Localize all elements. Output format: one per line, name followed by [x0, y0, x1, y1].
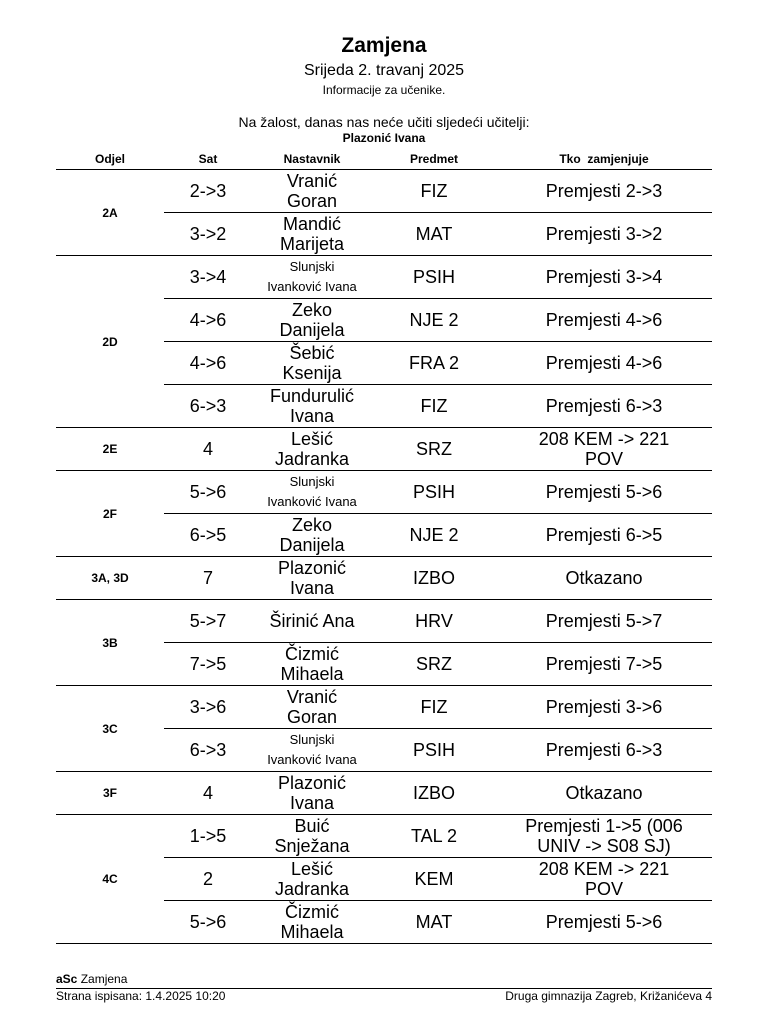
column-header-predmet: Predmet — [372, 148, 496, 170]
cell-tko-zamjenjuje: Premjesti 3->6 — [496, 686, 712, 729]
cell-nastavnik: Plazonić Ivana — [252, 772, 372, 815]
cell-sat: 5->6 — [164, 471, 252, 514]
table-body — [56, 170, 712, 944]
cell-nastavnik: Zeko Danijela — [252, 514, 372, 557]
cell-tko-zamjenjuje: Premjesti 6->3 — [496, 385, 712, 428]
footer-brand: aSc — [56, 972, 78, 986]
cell-sat: 2->3 — [164, 170, 252, 213]
absent-teacher-name: Plazonić Ivana — [342, 131, 426, 145]
cell-nastavnik: Fundurulić Ivana — [252, 385, 372, 428]
column-header-nastavnik: Nastavnik — [252, 148, 372, 170]
cell-tko-zamjenjuje: Otkazano — [496, 557, 712, 600]
table-header-row — [56, 148, 712, 170]
cell-tko-zamjenjuje: Premjesti 4->6 — [496, 342, 712, 385]
cell-nastavnik: Lešić Jadranka — [252, 428, 372, 471]
cell-tko-zamjenjuje: 208 KEM -> 221 POV — [496, 428, 712, 471]
cell-tko-zamjenjuje: Premjesti 5->6 — [496, 901, 712, 944]
cell-tko-zamjenjuje: Premjesti 7->5 — [496, 643, 712, 686]
cell-odjel: 3F — [56, 772, 164, 815]
cell-sat: 3->2 — [164, 213, 252, 256]
cell-tko-zamjenjuje: Premjesti 6->3 — [496, 729, 712, 772]
cell-nastavnik: Plazonić Ivana — [252, 557, 372, 600]
cell-predmet: SRZ — [372, 643, 496, 686]
cell-predmet: PSIH — [372, 729, 496, 772]
cell-sat: 6->5 — [164, 514, 252, 557]
cell-odjel: 2F — [56, 471, 164, 557]
footer-school-address: Druga gimnazija Zagreb, Križanićeva 4 — [505, 989, 712, 1003]
cell-predmet: PSIH — [372, 471, 496, 514]
cell-predmet: HRV — [372, 600, 496, 643]
cell-sat: 1->5 — [164, 815, 252, 858]
cell-nastavnik: Širinić Ana — [252, 600, 372, 643]
cell-predmet: IZBO — [372, 557, 496, 600]
cell-odjel: 3B — [56, 600, 164, 686]
footer-printed-date: Strana ispisana: 1.4.2025 10:20 — [56, 989, 226, 1003]
cell-sat: 6->3 — [164, 729, 252, 772]
cell-nastavnik: Vranić Goran — [252, 170, 372, 213]
cell-sat: 5->7 — [164, 600, 252, 643]
table-row — [56, 170, 712, 213]
cell-sat: 4 — [164, 772, 252, 815]
cell-predmet: FIZ — [372, 686, 496, 729]
substitution-table — [56, 148, 712, 944]
cell-odjel: 3A, 3D — [56, 557, 164, 600]
cell-predmet: FRA 2 — [372, 342, 496, 385]
cell-predmet: PSIH — [372, 256, 496, 299]
cell-tko-zamjenjuje: Premjesti 5->6 — [496, 471, 712, 514]
info-text: Informacije za učenike. — [322, 83, 446, 97]
cell-tko-zamjenjuje: Premjesti 2->3 — [496, 170, 712, 213]
cell-sat: 4->6 — [164, 299, 252, 342]
cell-tko-zamjenjuje: Otkazano — [496, 772, 712, 815]
table-row — [56, 772, 712, 815]
table-row — [56, 815, 712, 858]
cell-odjel: 2D — [56, 256, 164, 428]
table-row — [56, 256, 712, 299]
cell-nastavnik: Buić Snježana — [252, 815, 372, 858]
cell-predmet: MAT — [372, 901, 496, 944]
cell-tko-zamjenjuje: Premjesti 3->2 — [496, 213, 712, 256]
table-row — [56, 428, 712, 471]
cell-predmet: TAL 2 — [372, 815, 496, 858]
cell-predmet: NJE 2 — [372, 299, 496, 342]
cell-odjel: 3C — [56, 686, 164, 772]
cell-sat: 3->4 — [164, 256, 252, 299]
column-header-tko-zamjenjuje: Tko zamjenjuje — [496, 148, 712, 170]
cell-sat: 5->6 — [164, 901, 252, 944]
document-title: Zamjena — [341, 34, 427, 57]
absent-teachers-label: Na žalost, danas nas neće učiti sljedeći učitelji: — [238, 114, 530, 130]
cell-sat: 4 — [164, 428, 252, 471]
cell-predmet: KEM — [372, 858, 496, 901]
cell-nastavnik: Mandić Marijeta — [252, 213, 372, 256]
cell-sat: 6->3 — [164, 385, 252, 428]
table-row — [56, 686, 712, 729]
cell-nastavnik: Zeko Danijela — [252, 299, 372, 342]
cell-tko-zamjenjuje: 208 KEM -> 221 POV — [496, 858, 712, 901]
column-header-sat: Sat — [164, 148, 252, 170]
cell-odjel: 4C — [56, 815, 164, 944]
cell-sat: 4->6 — [164, 342, 252, 385]
cell-odjel: 2A — [56, 170, 164, 256]
cell-nastavnik: Čizmić Mihaela — [252, 901, 372, 944]
cell-predmet: MAT — [372, 213, 496, 256]
document-date: Srijeda 2. travanj 2025 — [303, 62, 465, 79]
cell-tko-zamjenjuje: Premjesti 3->4 — [496, 256, 712, 299]
cell-nastavnik: Slunjski Ivanković Ivana — [252, 729, 372, 772]
cell-predmet: FIZ — [372, 170, 496, 213]
footer-app-name — [56, 972, 127, 986]
cell-nastavnik: Slunjski Ivanković Ivana — [252, 256, 372, 299]
column-header-odjel: Odjel — [56, 148, 164, 170]
cell-odjel: 2E — [56, 428, 164, 471]
cell-nastavnik: Šebić Ksenija — [252, 342, 372, 385]
cell-tko-zamjenjuje: Premjesti 5->7 — [496, 600, 712, 643]
cell-predmet: SRZ — [372, 428, 496, 471]
table-row — [56, 600, 712, 643]
table-row — [56, 471, 712, 514]
footer-app-label: Zamjena — [77, 972, 128, 986]
cell-tko-zamjenjuje: Premjesti 6->5 — [496, 514, 712, 557]
cell-sat: 3->6 — [164, 686, 252, 729]
cell-nastavnik: Čizmić Mihaela — [252, 643, 372, 686]
cell-sat: 2 — [164, 858, 252, 901]
cell-nastavnik: Slunjski Ivanković Ivana — [252, 471, 372, 514]
cell-predmet: IZBO — [372, 772, 496, 815]
cell-nastavnik: Lešić Jadranka — [252, 858, 372, 901]
cell-sat: 7->5 — [164, 643, 252, 686]
cell-tko-zamjenjuje: Premjesti 4->6 — [496, 299, 712, 342]
cell-nastavnik: Vranić Goran — [252, 686, 372, 729]
cell-sat: 7 — [164, 557, 252, 600]
table-row — [56, 557, 712, 600]
cell-predmet: NJE 2 — [372, 514, 496, 557]
cell-tko-zamjenjuje: Premjesti 1->5 (006 UNIV -> S08 SJ) — [496, 815, 712, 858]
cell-predmet: FIZ — [372, 385, 496, 428]
